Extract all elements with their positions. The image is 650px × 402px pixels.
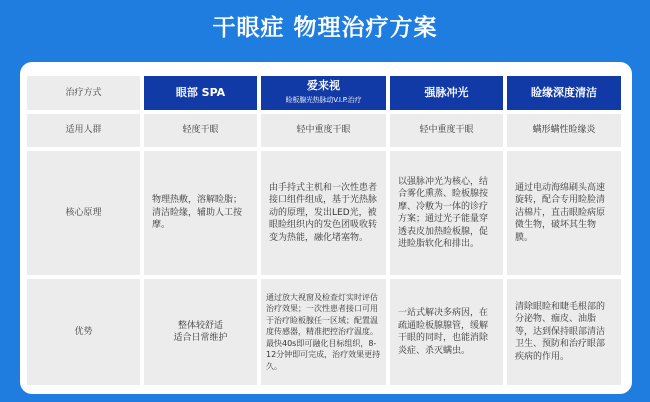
header-ipl [390,76,503,110]
advantage-cell: 通过放大视窗及检查灯实时评估治疗效果；一次性患者接口可用于治疗睑板腺任一区域；配置温度传感器，精准把控治疗温度。最快40s即可融化目标组织，8-12分钟即可完成，治疗效果更持久。 [261,279,386,385]
row-label-advantage: 优势 [27,279,140,385]
header-ilux [261,76,386,110]
principle-cell: 由手持式主机和一次性患者接口组件组成，基于光热脉动的原理，发出LED光，被眼睑组织内的发色团吸收转变为热能，融化堵塞物。 [261,151,386,275]
advantage-line: 整体较舒适 [177,320,223,331]
population-cell: 轻度干眼 [144,114,257,147]
header-eye-spa [144,76,257,110]
advantage-line: 适合日常维护 [173,333,228,343]
header-label: 强脉冲光 [424,85,469,99]
population-cell: 轻中重度干眼 [261,114,386,147]
population-cell: 螨形螨性睑缘炎 [507,114,621,147]
header-lid-cleaning [507,76,621,110]
row-label-method: 治疗方式 [27,76,140,110]
principle-cell: 以强脉冲光为核心，结合雾化熏蒸、睑板腺按摩、冷敷为一体的诊疗方案；通过光子能量穿透表皮加热睑板腺，促进睑脂软化和排出。 [390,151,503,275]
row-label-principle: 核心原理 [27,151,140,275]
principle-cell: 通过电动海绵刷头高速旋转，配合专用睑脸清洁棉片，直击眼睑病原微生物，破坏其生物膜。 [507,151,621,275]
header-label: 眼部 SPA [175,85,226,99]
treatment-table [20,62,632,394]
header-label: 爱来视 [307,78,340,92]
page-title: 干眼症 物理治疗方案 [212,15,438,41]
advantage-cell: 清除眼睑和睫毛根部的分泌物、痂皮、油脂等，达到保持眼部清洁卫生、预防和治疗眼部疾病的作用。 [507,279,621,385]
principle-cell: 物理热敷，溶解睑脂；清洁睑缘，辅助人工按摩。 [144,151,257,275]
header-label: 睑缘深度清洁 [531,85,597,99]
header-sublabel: 睑板腺光热脉动V.I.P.治疗 [285,96,362,104]
row-label-population: 适用人群 [27,114,140,147]
advantage-cell: 一站式解决多病因，在疏通睑板腺腺管，缓解干眼的同时，也能消除炎症、杀灭螨虫。 [390,279,503,385]
advantage-cell [144,279,257,385]
population-cell: 轻中重度干眼 [390,114,503,147]
